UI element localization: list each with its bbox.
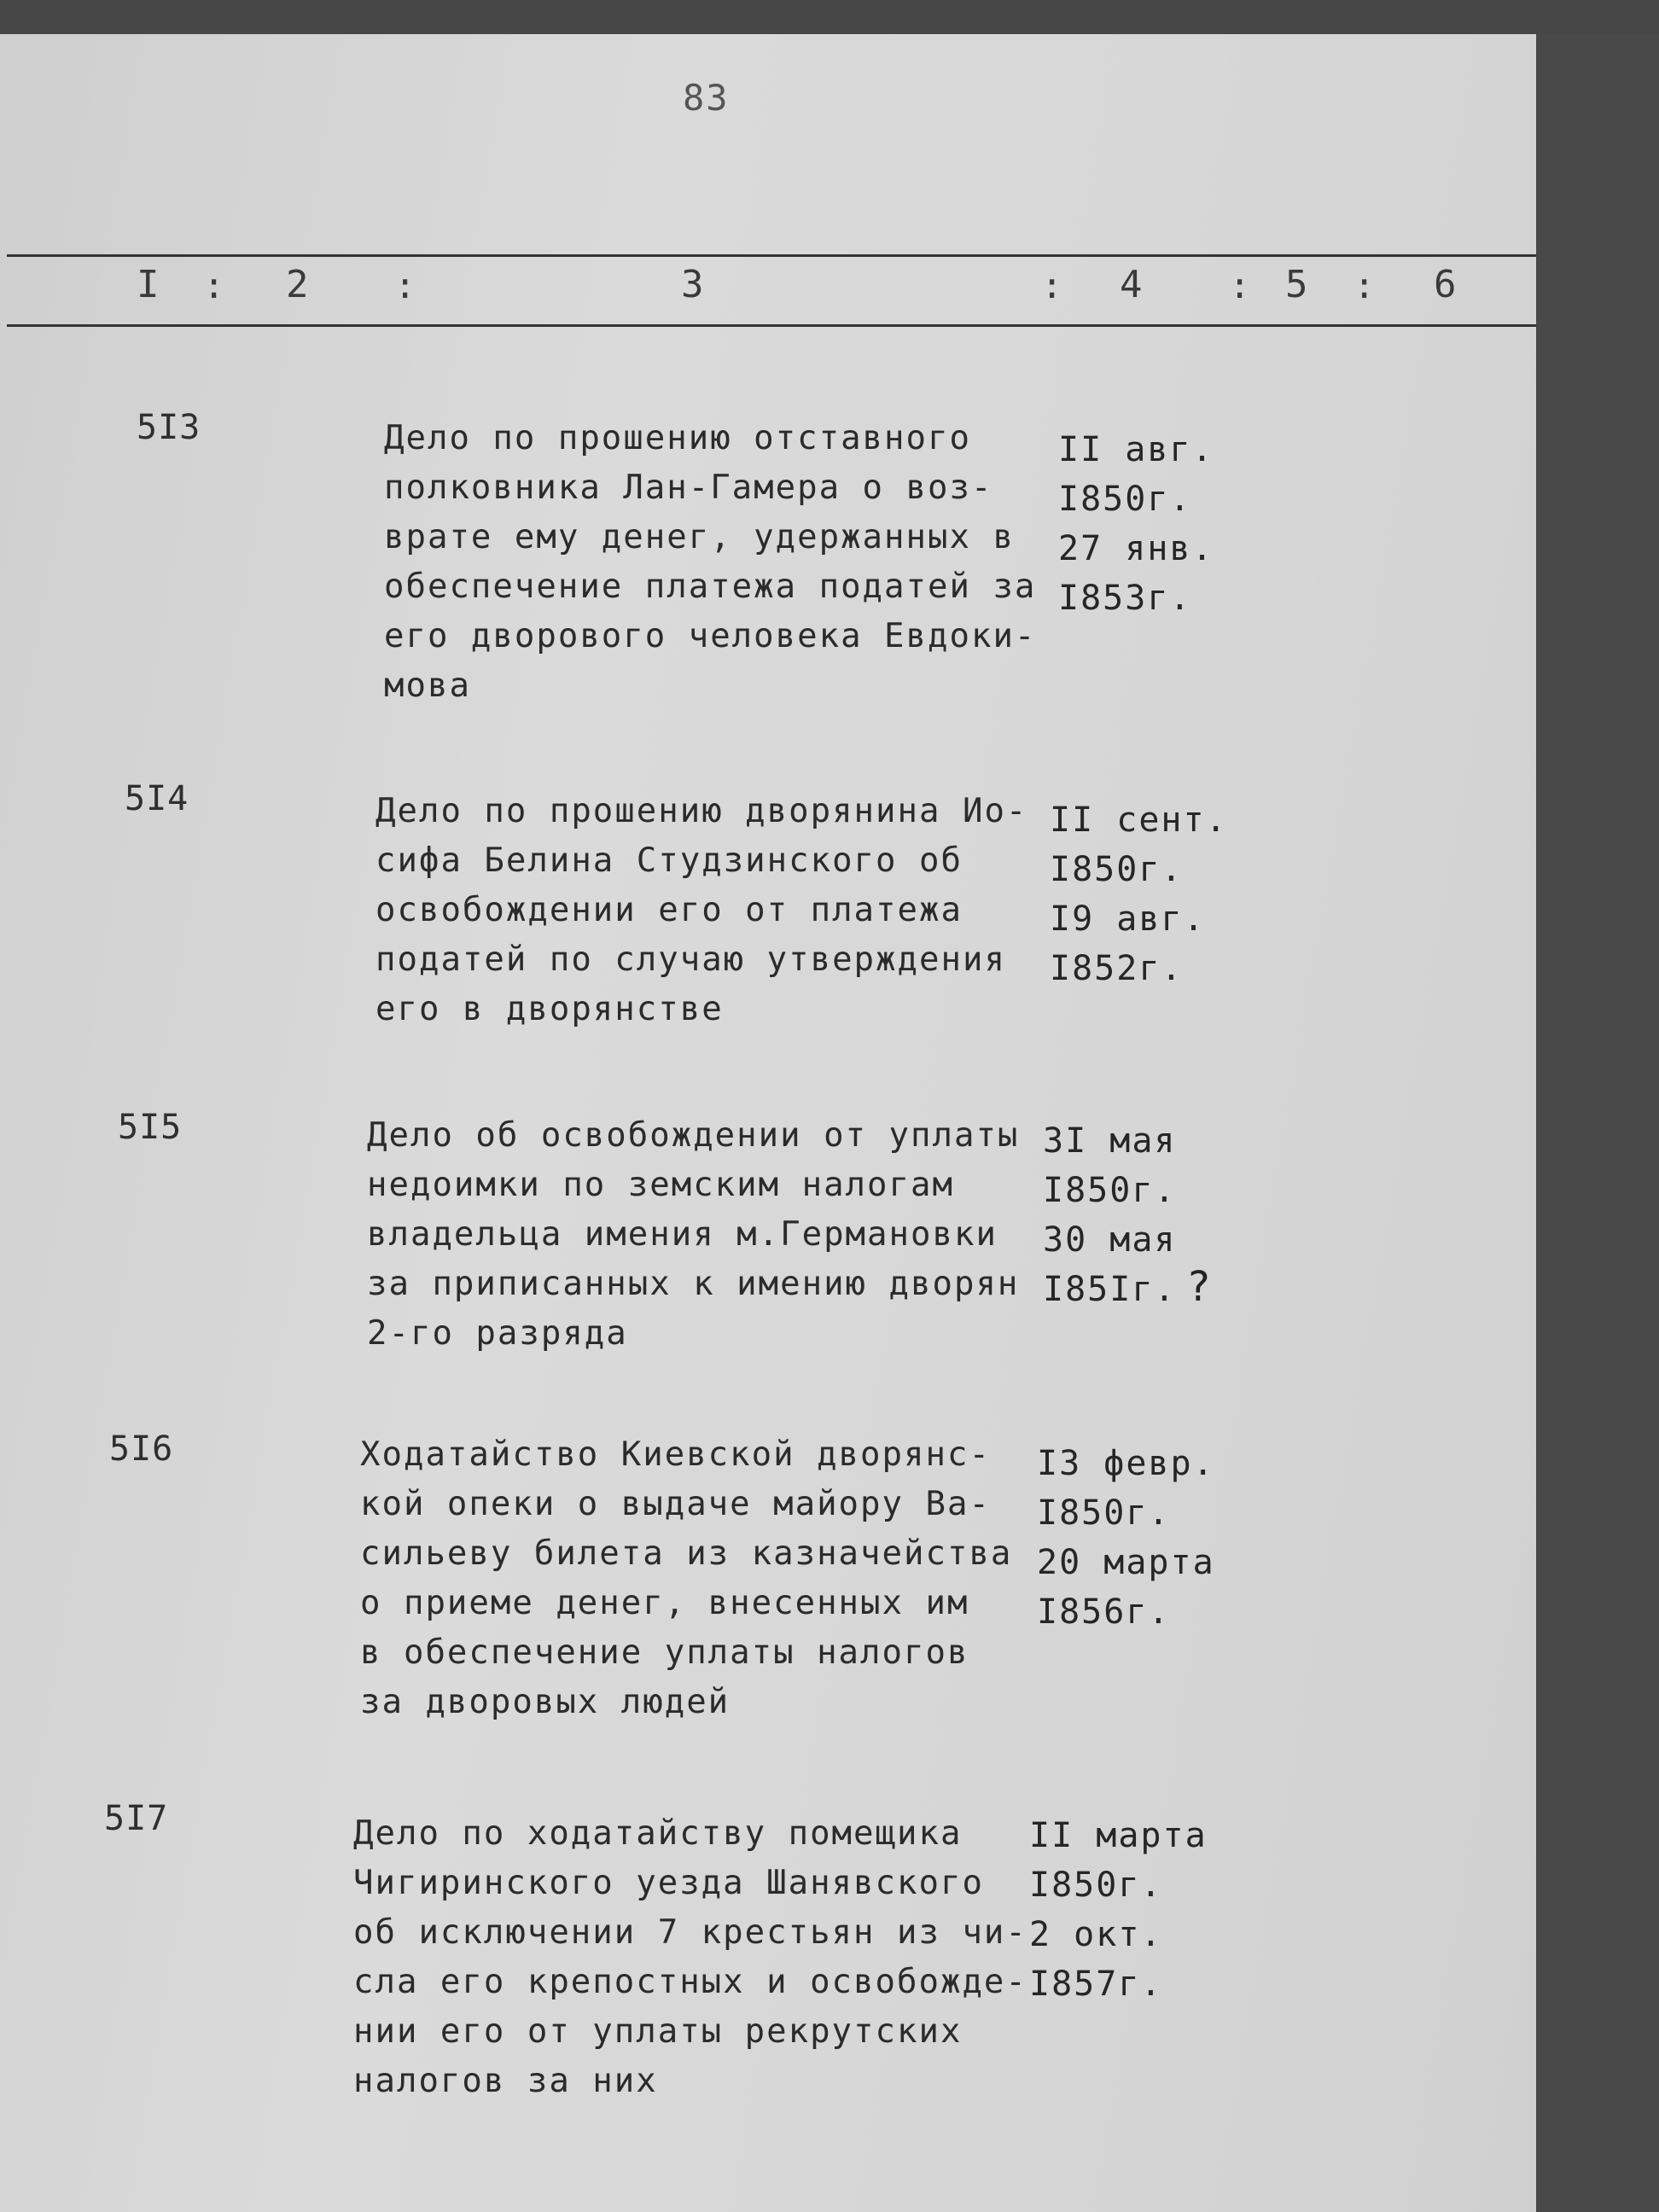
- column-header-1: I: [137, 263, 160, 306]
- end-year: I857г.: [1029, 1965, 1163, 2004]
- description-line: его в дворянстве: [375, 990, 724, 1028]
- description-line: владельца имения м.Германовки: [367, 1215, 998, 1254]
- end-date: 27 янв.: [1058, 529, 1214, 568]
- start-date: II марта: [1029, 1816, 1208, 1855]
- start-year: I850г.: [1029, 1866, 1163, 1905]
- column-separator: :: [394, 265, 416, 306]
- description-line: в обеспечение уплаты налогов: [360, 1633, 969, 1672]
- description-line: Дело по прошению отставного: [384, 419, 971, 457]
- start-date: II сент.: [1050, 800, 1228, 840]
- description-line: нии его от уплаты рекрутских: [353, 2012, 963, 2051]
- document-page: [0, 34, 1536, 2212]
- table-header-top-rule: [7, 254, 1536, 257]
- column-header-5: 5: [1285, 263, 1308, 306]
- entry-description: [375, 787, 1027, 1034]
- entry-number: 5I5: [118, 1108, 183, 1147]
- column-header-4: 4: [1120, 263, 1143, 306]
- handwritten-question-mark: ?: [1186, 1263, 1211, 1311]
- description-line: о приеме денег, внесенных им: [360, 1584, 969, 1622]
- description-line: сла его крепостных и освобожде-: [353, 1963, 1027, 2001]
- end-date: 20 марта: [1037, 1543, 1215, 1582]
- description-line: податей по случаю утверждения: [375, 940, 1006, 979]
- start-date: II авг.: [1058, 430, 1214, 469]
- description-line: за дворовых людей: [360, 1683, 731, 1721]
- description-line: сильеву билета из казначейства: [360, 1534, 1013, 1573]
- description-line: за приписанных к имению дворян: [367, 1265, 1020, 1303]
- page-edge-shadow: [1536, 34, 1659, 2212]
- description-line: 2-го разряда: [367, 1314, 628, 1353]
- entry-description: [367, 1111, 1019, 1359]
- start-year: I850г.: [1050, 850, 1184, 889]
- entry-description: [353, 1809, 1027, 2106]
- start-year: I850г.: [1043, 1171, 1177, 1210]
- description-line: Чигиринского уезда Шанявского: [353, 1864, 984, 1902]
- end-date: I9 авг.: [1050, 899, 1206, 939]
- description-line: его дворового человека Евдоки-: [384, 617, 1037, 655]
- start-date: 3I мая: [1043, 1121, 1177, 1161]
- start-year: I850г.: [1058, 480, 1192, 519]
- column-separator: :: [1353, 265, 1376, 306]
- description-line: об исключении 7 крестьян из чи-: [353, 1913, 1027, 1952]
- entry-number: 5I4: [125, 779, 189, 818]
- end-year: I853г.: [1058, 579, 1192, 618]
- description-line: Дело об освобождении от уплаты: [367, 1116, 1020, 1155]
- description-line: Ходатайство Киевской дворянс-: [360, 1435, 991, 1474]
- entry-dates: [1050, 795, 1228, 993]
- end-year: I856г.: [1037, 1592, 1171, 1632]
- end-date: 30 мая: [1043, 1220, 1177, 1260]
- entry-number: 5I6: [109, 1429, 174, 1469]
- description-line: налогов за них: [353, 2062, 658, 2100]
- start-date: I3 февр.: [1037, 1444, 1215, 1483]
- description-line: Дело по ходатайству помещика: [353, 1814, 963, 1853]
- description-line: сифа Белина Студзинского об: [375, 841, 963, 880]
- description-line: обеспечение платежа податей за: [384, 568, 1037, 606]
- description-line: недоимки по земским налогам: [367, 1166, 954, 1204]
- description-line: полковника Лан-Гамера о воз-: [384, 469, 993, 507]
- start-year: I850г.: [1037, 1493, 1171, 1533]
- column-header-6: 6: [1434, 263, 1457, 306]
- entry-description: [360, 1430, 1012, 1727]
- end-year: I852г.: [1050, 949, 1184, 988]
- entry-dates: [1037, 1439, 1215, 1637]
- table-header-bottom-rule: [7, 324, 1536, 327]
- entry-number: 5I3: [137, 408, 201, 447]
- description-line: врате ему денег, удержанных в: [384, 518, 1015, 556]
- description-line: освобождении его от платежа: [375, 891, 963, 929]
- entry-dates: [1043, 1116, 1177, 1314]
- entry-description: [384, 414, 1036, 711]
- column-separator: :: [1229, 265, 1251, 306]
- end-date: 2 окт.: [1029, 1915, 1163, 1954]
- entry-dates: [1058, 425, 1214, 623]
- column-separator: :: [203, 265, 225, 306]
- description-line: Дело по прошению дворянина Ио-: [375, 792, 1028, 830]
- column-header-3: 3: [681, 263, 704, 306]
- end-year: I85Iг.: [1043, 1270, 1177, 1309]
- column-separator: :: [1041, 265, 1063, 306]
- entry-dates: [1029, 1811, 1208, 2009]
- entry-number: 5I7: [104, 1799, 169, 1838]
- page-number: 83: [683, 77, 730, 119]
- description-line: мова: [384, 667, 471, 705]
- description-line: кой опеки о выдаче майору Ва-: [360, 1485, 991, 1523]
- column-header-2: 2: [286, 263, 309, 306]
